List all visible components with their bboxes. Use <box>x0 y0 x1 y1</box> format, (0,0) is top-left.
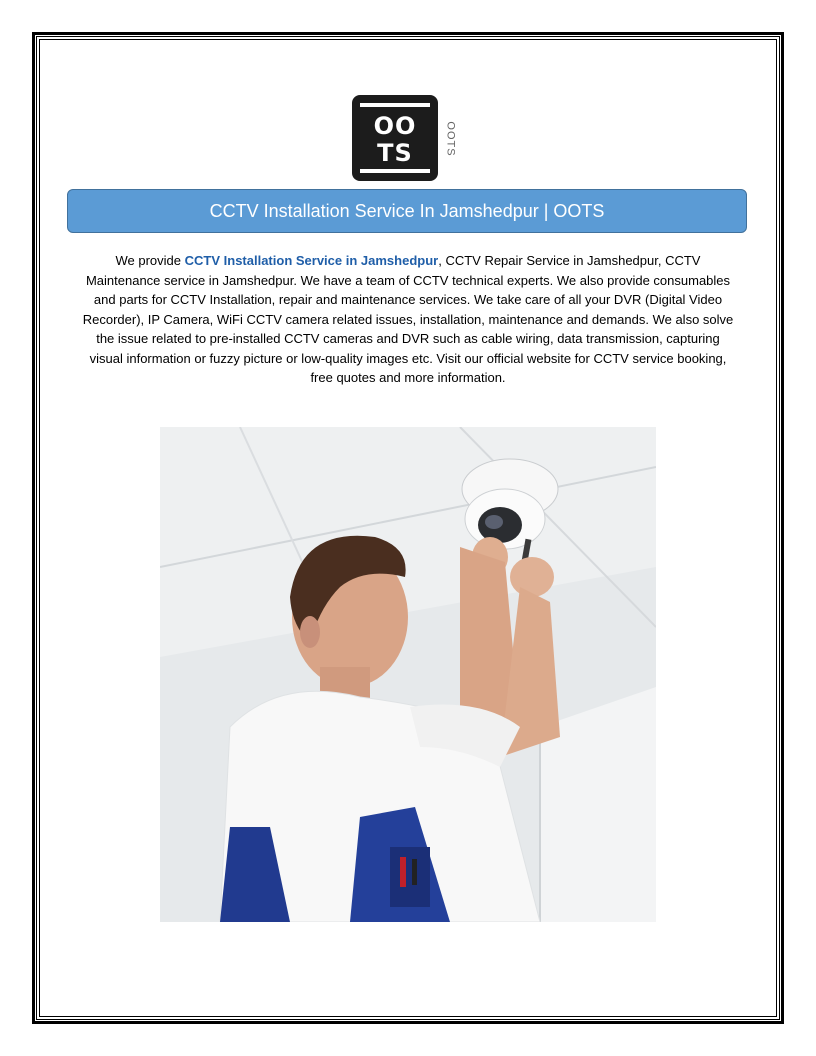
description-intro: We provide <box>115 253 185 268</box>
logo-line2: TS <box>377 139 413 167</box>
logo-side-label: OOTS <box>445 121 458 157</box>
cctv-installation-link[interactable]: CCTV Installation Service in Jamshedpur <box>184 253 439 268</box>
logo-line1: OO <box>373 112 417 140</box>
oots-logo <box>352 95 438 181</box>
title-banner <box>67 189 747 233</box>
description-paragraph <box>80 251 736 388</box>
technician-installing-camera-image <box>160 427 656 922</box>
description-rest: , CCTV Repair Service in Jamshedpur, CCTV Maintenance service in Jamshedpur. We have a team of CCTV technical experts. We also provide consumables and parts for CCTV Installation, repair and maintenance services. We take care of all your DVR (Digital Video Recorder), IP Camera, WiFi CCTV camera related issues, installation, maintenance and demands. We also solve the issue related to pre-installed CCTV cameras and DVR such as cable wiring, data transmission, capturing visual information or fuzzy picture or low-quality images etc. Visit our official website for CCTV service booking, free quotes and more information. <box>82 253 734 385</box>
logo-side-text <box>439 100 463 178</box>
page-title: CCTV Installation Service In Jamshedpur | OOTS <box>209 200 605 221</box>
